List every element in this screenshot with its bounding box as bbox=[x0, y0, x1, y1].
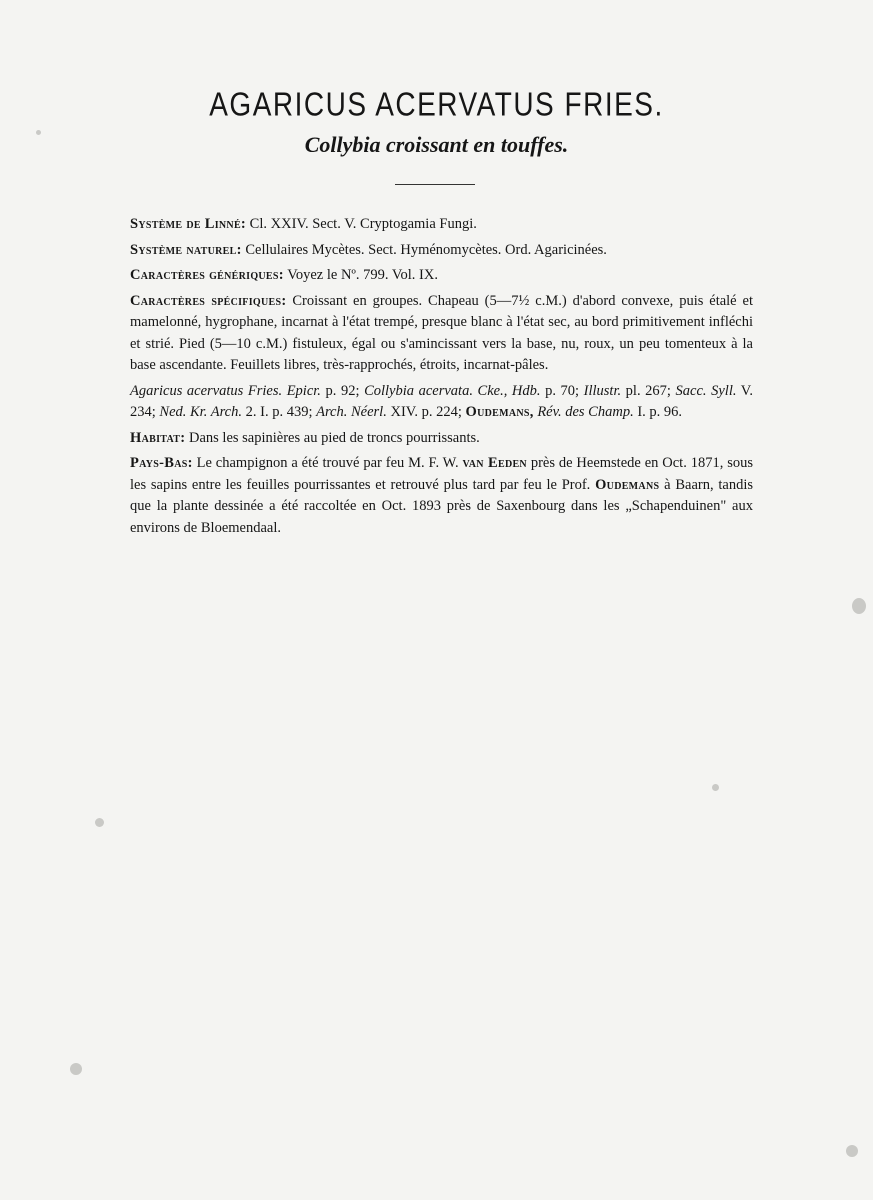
section-label: Système naturel: bbox=[130, 241, 242, 258]
section-text: Cl. XXIV. Sect. V. Cryptogamia Fungi. bbox=[246, 216, 477, 232]
section-label: Pays-Bas: bbox=[130, 455, 193, 471]
page-subtitle: Collybia croissant en touffes. bbox=[304, 132, 569, 157]
references bbox=[130, 381, 753, 424]
ref-text: V. 234; bbox=[130, 382, 754, 420]
section-text: Cellulaires Mycètes. Sect. Hyménomycètes. Ord. Agaricinées. bbox=[241, 241, 607, 258]
section-text: Dans les sapinières au pied de troncs pourrissants. bbox=[185, 429, 480, 446]
ref-text: I. p. 96. bbox=[633, 404, 683, 420]
ref-italic: Agaricus acervatus Fries. Epicr. bbox=[130, 382, 321, 399]
ref-text: pl. 267; bbox=[621, 382, 676, 399]
ref-italic: Rév. des Champ. bbox=[537, 404, 634, 420]
ref-italic: Ned. Kr. Arch. bbox=[159, 404, 242, 420]
ref-text: p. 70; bbox=[540, 382, 584, 399]
section-text: à Baarn, tandis que la plante dessinée a été raccoltée en Oct. 1893 près de Saxenbourg dans les „Schapenduinen" aux environs de Bloemendaal. bbox=[130, 476, 753, 536]
title-rule bbox=[395, 184, 475, 185]
section-label: Habitat: bbox=[130, 429, 186, 446]
paper-speck bbox=[712, 784, 719, 791]
paper-speck bbox=[846, 1145, 858, 1157]
ref-italic: Sacc. Syll. bbox=[675, 382, 737, 399]
pays-bas bbox=[130, 453, 753, 539]
caracteres-generiques bbox=[130, 265, 753, 287]
section-label: Caractères génériques: bbox=[130, 267, 284, 283]
ref-text: XIV. p. 224; bbox=[386, 404, 466, 420]
section-text: près de Heemstede en Oct. 1871, sous les sapins entre les feuilles pourrissantes et retrouvé plus tard par feu le Prof. bbox=[130, 455, 753, 493]
section-text: Le champignon a été trouvé par feu M. F. W. bbox=[192, 455, 463, 471]
section-text: Voyez le Nº. 799. Vol. IX. bbox=[283, 267, 438, 283]
ref-italic: Arch. Néerl. bbox=[316, 404, 387, 420]
ref-italic: Illustr. bbox=[583, 382, 622, 399]
section-text: Croissant en groupes. Chapeau (5—7½ c.M.) d'abord convexe, puis étalé et mamelonné, hygrophane, incarnat à l'état trempé, presque blanc à l'état sec, au bord primitivement infléchi et strié. Pied (5—10 c.M.) fistuleux, égal ou s'amincissant vers la base, nu, roux, un peu tomenteux à la base ascendante. Feuillets libres, très-rapprochés, étroits, incarnat-pâles. bbox=[130, 292, 753, 373]
ref-text: p. 92; bbox=[320, 382, 365, 399]
systeme-linne bbox=[130, 214, 753, 236]
paper-speck bbox=[95, 818, 104, 827]
person-name: van Eeden bbox=[462, 455, 527, 471]
description-body bbox=[130, 214, 753, 543]
systeme-naturel bbox=[130, 240, 753, 262]
paper-speck bbox=[70, 1063, 82, 1075]
habitat bbox=[130, 428, 753, 450]
section-label: Caractères spécifiques: bbox=[130, 292, 287, 309]
ref-italic: Collybia acervata. Cke., Hdb. bbox=[364, 382, 541, 399]
ref-author: Oudemans, bbox=[465, 404, 534, 420]
section-label: Système de Linné: bbox=[130, 216, 247, 232]
ref-text: 2. I. p. 439; bbox=[241, 404, 317, 420]
caracteres-specifiques bbox=[130, 291, 753, 377]
person-name: Oudemans bbox=[595, 476, 660, 493]
paper-speck bbox=[852, 598, 866, 614]
page-title: AGARICUS ACERVATUS FRIES. bbox=[209, 86, 664, 123]
